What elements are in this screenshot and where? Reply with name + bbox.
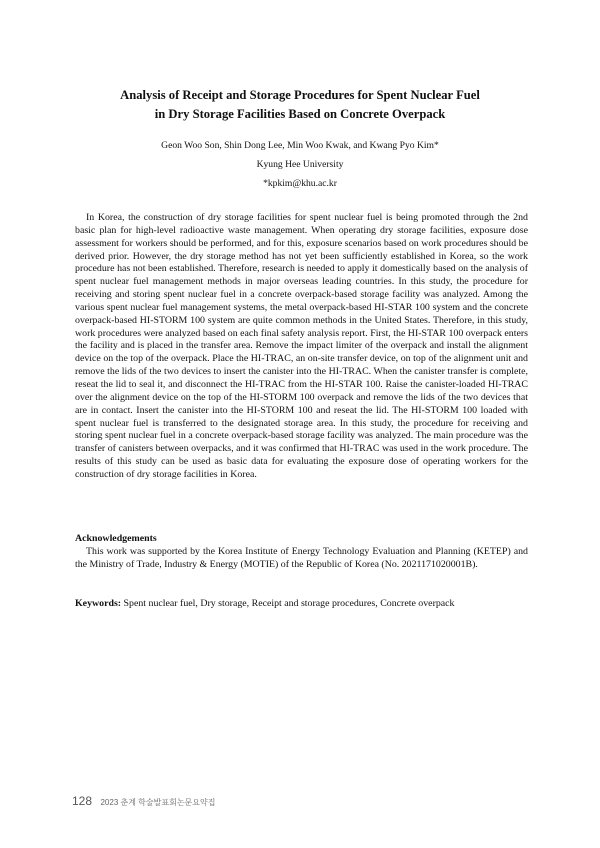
proceedings-title: 2023 춘계 학술발표회논문요약집 xyxy=(100,798,216,807)
acknowledgements-heading: Acknowledgements xyxy=(75,533,157,544)
title-line-2: in Dry Storage Facilities Based on Concrete Overpack xyxy=(154,107,446,121)
author-list: Geon Woo Son, Shin Dong Lee, Min Woo Kwak, and Kwang Pyo Kim* xyxy=(161,140,439,151)
corresponding-email: *kpkim@khu.ac.kr xyxy=(263,178,337,189)
affiliation: Kyung Hee University xyxy=(256,159,344,170)
keywords-list: Spent nuclear fuel, Dry storage, Receipt and storage procedures, Concrete overpack xyxy=(123,598,455,609)
keywords-section xyxy=(75,598,528,611)
page-number: 128 xyxy=(72,794,93,808)
acknowledgements-body: This work was supported by the Korea Institute of Energy Technology Evaluation and Planning (KETEP) and the Ministry of Trade, Industry & Energy (MOTIE) of the Republic of Korea (No. 2021171020001B). xyxy=(75,546,528,570)
abstract-body: In Korea, the construction of dry storage facilities for spent nuclear fuel is being promoted through the 2nd basic plan for high-level radioactive waste management. When operating dry storage facilities, exposure dose assessment for workers should be performed, and for this, exposure scenarios based on work procedures should be derived prior. However, the dry storage method has not yet been sufficiently established in Korea, so the work procedure has not been established. Therefore, research is needed to apply it domestically based on the analysis of spent nuclear fuel management methods in major overseas leading countries. In this study, the procedure for receiving and storing spent nuclear fuel in a concrete overpack-based storage facility was analyzed. Among the various spent nuclear fuel management systems, the metal overpack-based HI-STAR 100 system and the concrete overpack-based HI-STORM 100 system are quite common methods in the United States. Therefore, in this study, work procedures were analyzed based on each final safety analysis report. First, the HI-STAR 100 overpack enters the facility and is placed in the transfer area. Remove the impact limiter of the overpack and install the alignment device on the top of the overpack. Place the HI-TRAC, an on-site transfer device, on top of the alignment unit and remove the lids of the two devices to insert the canister into the HI-TRAC. When the canister transfer is complete, reseat the lid to seal it, and disconnect the HI-TRAC from the HI-STAR 100. Raise the canister-loaded HI-TRAC over the alignment device on the top of the HI-STORM 100 overpack and remove the lids of the two devices that are in contact. Insert the canister into the HI-STORM 100 and reseat the lid. The HI-STORM 100 loaded with spent nuclear fuel is transferred to the designated storage area. In this study, the procedure for receiving and storing spent nuclear fuel in a concrete overpack-based storage facility was analyzed. The main procedure was the transfer of canisters between overpacks, and it was confirmed that HI-TRAC was used in the work procedure. The results of this study can be used as basic data for evaluating the exposure dose of operating workers for the construction of dry storage facilities in Korea. xyxy=(75,212,528,480)
paper-title xyxy=(40,86,560,124)
page-footer xyxy=(72,792,215,810)
title-line-1: Analysis of Receipt and Storage Procedures for Spent Nuclear Fuel xyxy=(120,88,480,102)
keywords-label: Keywords: xyxy=(75,598,122,609)
